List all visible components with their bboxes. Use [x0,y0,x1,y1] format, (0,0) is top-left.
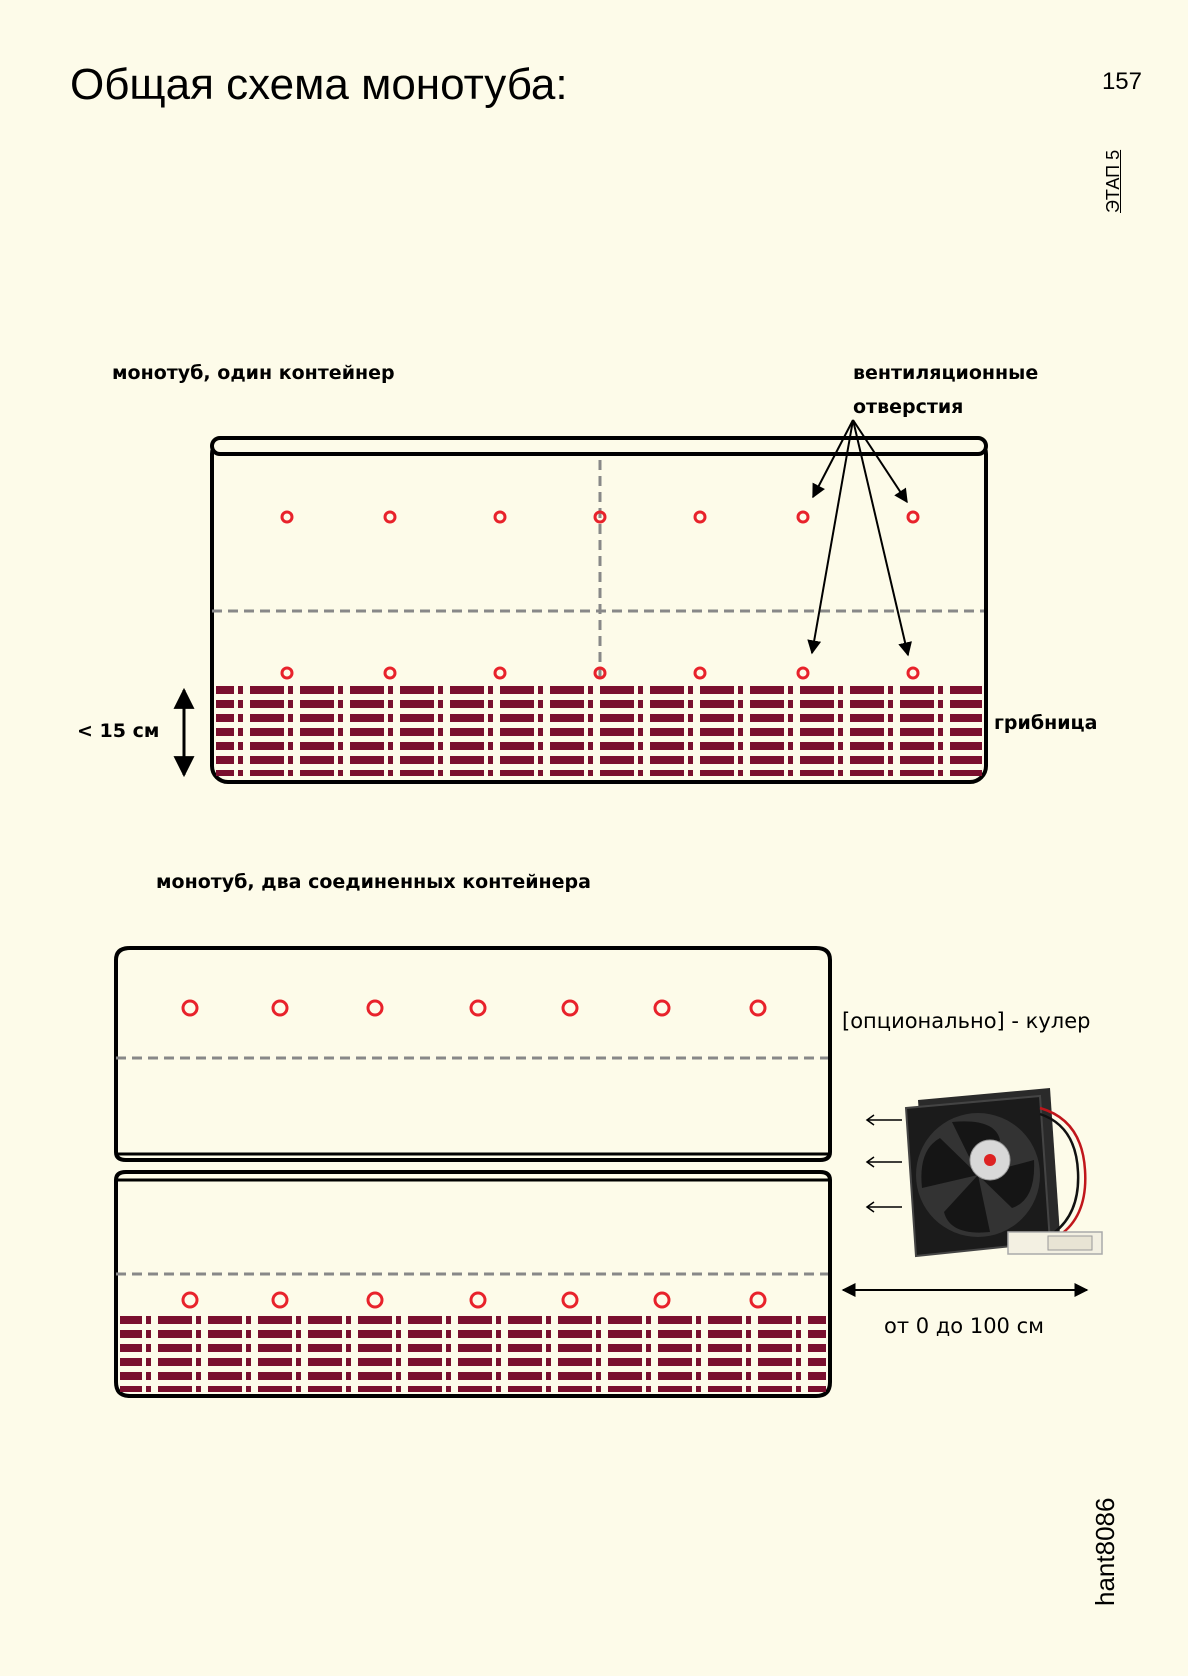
fan-label: [опционально] - кулер [842,1009,1091,1033]
upper-vent-holes [183,1001,765,1015]
cooling-fan-icon [906,1088,1102,1256]
upper-container [116,948,830,1160]
diagram2-caption: монотуб, два соединенных контейнера [156,871,591,893]
airflow-arrows [867,1115,902,1212]
mycelium-label: грибница [994,712,1098,734]
author-label: hant8086 [1090,1497,1120,1606]
height-label: < 15 см [77,720,160,742]
lower-container [116,1172,830,1396]
mycelium-layer-2 [120,1314,826,1392]
page-number: 157 [1101,68,1142,95]
vents-label-line1: вентиляционные [853,362,1039,384]
stage-label: ЭТАП 5 [1103,149,1123,213]
lower-vent-holes [183,1293,765,1307]
diagram1-caption: монотуб, один контейнер [112,362,395,384]
vents-label-line2: отверстия [853,396,964,418]
mycelium-layer [216,686,982,776]
page-title: Общая схема монотуба: [70,60,568,109]
distance-label: от 0 до 100 см [884,1314,1044,1338]
